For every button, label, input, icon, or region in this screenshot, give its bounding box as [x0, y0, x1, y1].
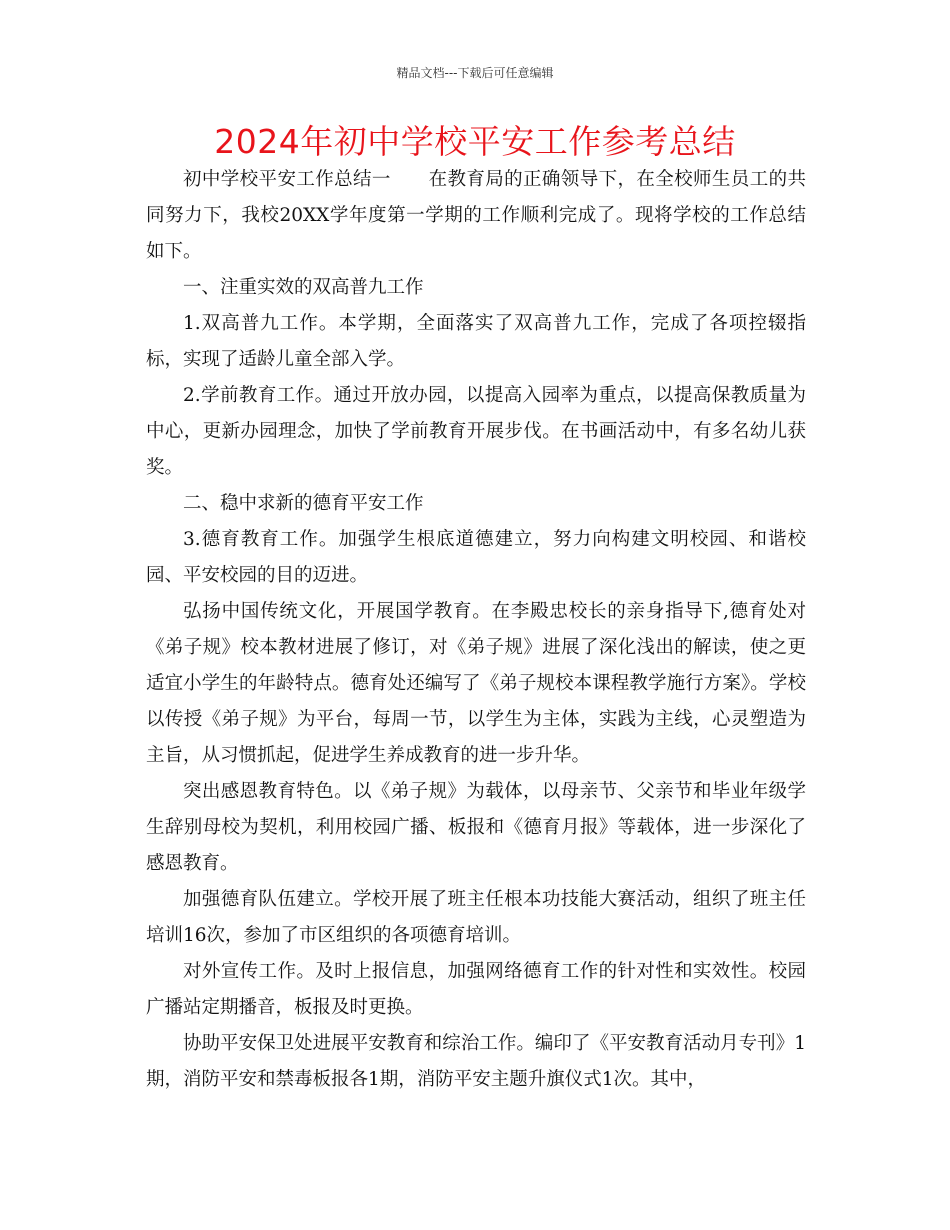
paragraph: 1.双高普九工作。本学期，全面落实了双高普九工作，完成了各项控辍指标，实现了适龄儿童全部入学。 — [146, 313, 806, 370]
paragraph: 突出感恩教育特色。以《弟子规》为载体，以母亲节、父亲节和毕业年级学生辞别母校为契机，利用校园广播、板报和《德育月报》等载体，进一步深化了感恩教育。 — [146, 781, 806, 874]
document-body — [146, 162, 806, 1098]
section-heading: 二、稳中求新的德育平安工作 — [183, 493, 424, 514]
paragraph: 弘扬中国传统文化，开展国学教育。在李殿忠校长的亲身指导下,德育处对《弟子规》校本教材进展了修订，对《弟子规》进展了深化浅出的解读，使之更适宜小学生的年龄特点。德育处还编写了《弟子规校本课程教学施行方案》。学校以传授《弟子规》为平台，每周一节，以学生为主体，实践为主线，心灵塑造为主旨，从习惯抓起，促进学生养成教育的进一步升华。 — [146, 601, 806, 766]
paragraph: 初中学校平安工作总结一 在教育局的正确领导下，在全校师生员工的共同努力下，我校20XX学年度第一学期的工作顺利完成了。现将学校的工作总结如下。 — [146, 169, 806, 262]
section-heading: 一、注重实效的双高普九工作 — [183, 277, 424, 298]
paragraph: 协助平安保卫处进展平安教育和综治工作。编印了《平安教育活动月专刊》1期，消防平安和禁毒板报各1期，消防平安主题升旗仪式1次。其中， — [146, 1033, 806, 1090]
paragraph: 加强德育队伍建立。学校开展了班主任根本功技能大赛活动，组织了班主任培训16次，参加了市区组织的各项德育培训。 — [146, 889, 806, 946]
paragraph: 3.德育教育工作。加强学生根底道德建立，努力向构建文明校园、和谐校园、平安校园的目的迈进。 — [146, 529, 806, 586]
paragraph: 对外宣传工作。及时上报信息，加强网络德育工作的针对性和实效性。校园广播站定期播音，板报及时更换。 — [146, 961, 806, 1018]
paragraph: 2.学前教育工作。通过开放办园，以提高入园率为重点，以提高保教质量为中心，更新办园理念，加快了学前教育开展步伐。在书画活动中，有多名幼儿获奖。 — [146, 385, 806, 478]
page-header: 精品文档---下载后可任意编辑 — [396, 66, 554, 80]
document-title: 2024年初中学校平安工作参考总结 — [214, 122, 736, 161]
